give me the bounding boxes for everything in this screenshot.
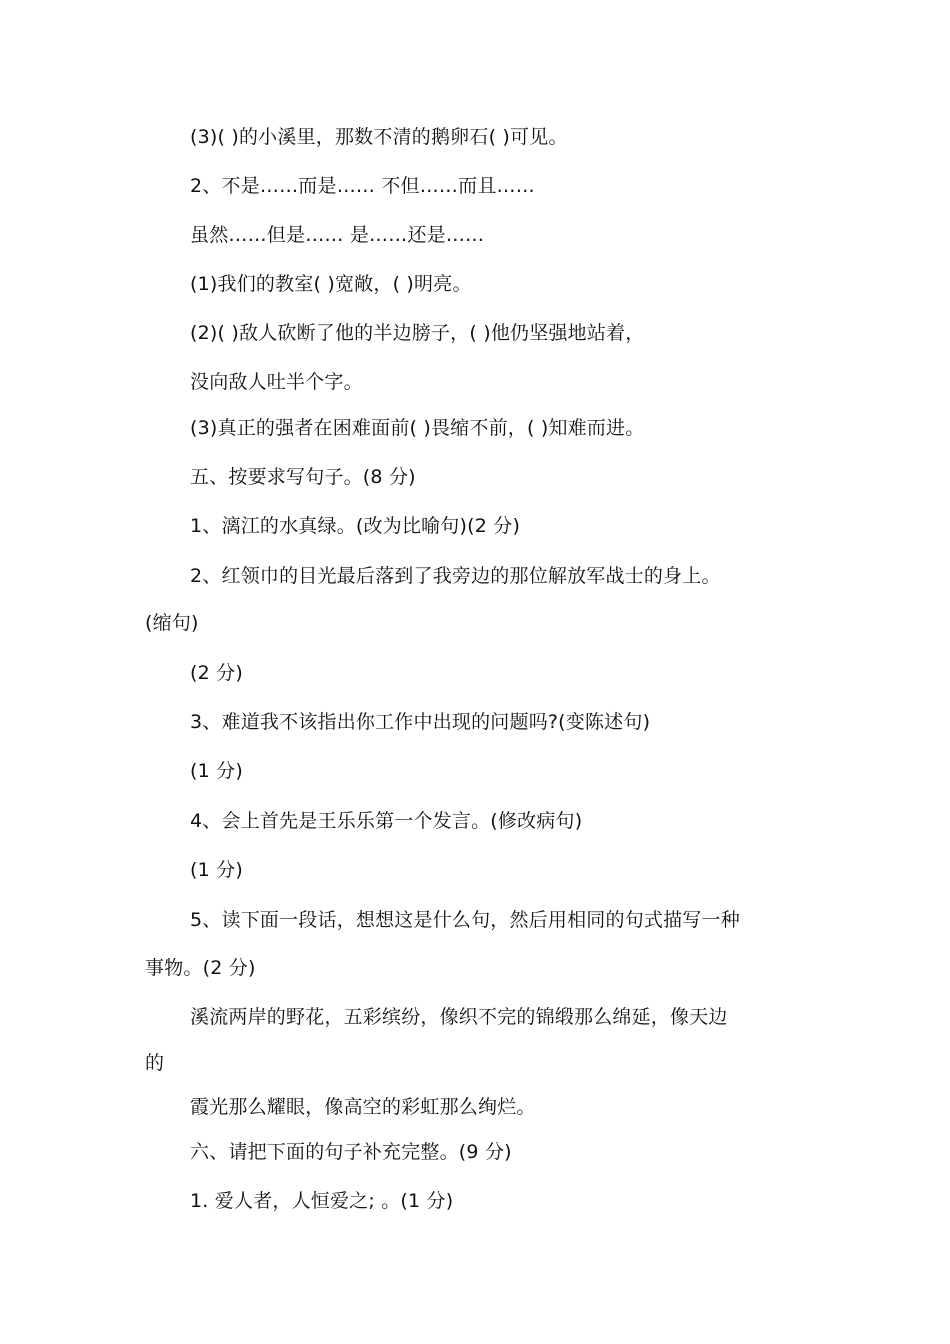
text-line: 霞光那么耀眼，像高空的彩虹那么绚烂。 xyxy=(190,1096,536,1118)
text-line: 溪流两岸的野花，五彩缤纷，像织不完的锦缎那么绵延，像天边 xyxy=(190,1006,728,1028)
text-line: (3)真正的强者在困难面前( )畏缩不前，( )知难而进。 xyxy=(190,417,645,439)
text-line: 1、漓江的水真绿。(改为比喻句)(2 分) xyxy=(190,515,521,537)
text-line: 3、难道我不该指出你工作中出现的问题吗?(变陈述句) xyxy=(190,711,651,733)
text-line: 5、读下面一段话，想想这是什么句，然后用相同的句式描写一种 xyxy=(190,909,740,931)
text-line: 事物。(2 分) xyxy=(145,957,256,979)
text-line: (2)( )敌人砍断了他的半边膀子，( )他仍坚强地站着， xyxy=(190,322,645,344)
text-line: 没向敌人吐半个字。 xyxy=(190,371,363,393)
text-line: (1 分) xyxy=(190,859,243,881)
text-line: (3)( )的小溪里，那数不清的鹅卵石( )可见。 xyxy=(190,126,568,148)
text-line: 虽然……但是…… 是……还是…… xyxy=(190,224,485,246)
text-line: 2、红领巾的目光最后落到了我旁边的那位解放军战士的身上。 xyxy=(190,565,721,587)
text-line: (2 分) xyxy=(190,662,243,684)
text-line: (1 分) xyxy=(190,760,243,782)
text-line: (1)我们的教室( )宽敞，( )明亮。 xyxy=(190,273,472,295)
text-line: 的 xyxy=(145,1052,165,1074)
text-line: (缩句) xyxy=(145,612,199,634)
text-line: 2、不是……而是…… 不但……而且…… xyxy=(190,175,535,197)
section-heading: 五、按要求写句子。(8 分) xyxy=(190,466,416,488)
text-line: 1. 爱人者，人恒爱之; 。(1 分) xyxy=(190,1190,454,1212)
section-heading: 六、请把下面的句子补充完整。(9 分) xyxy=(190,1141,512,1163)
text-line: 4、会上首先是王乐乐第一个发言。(修改病句) xyxy=(190,810,583,832)
